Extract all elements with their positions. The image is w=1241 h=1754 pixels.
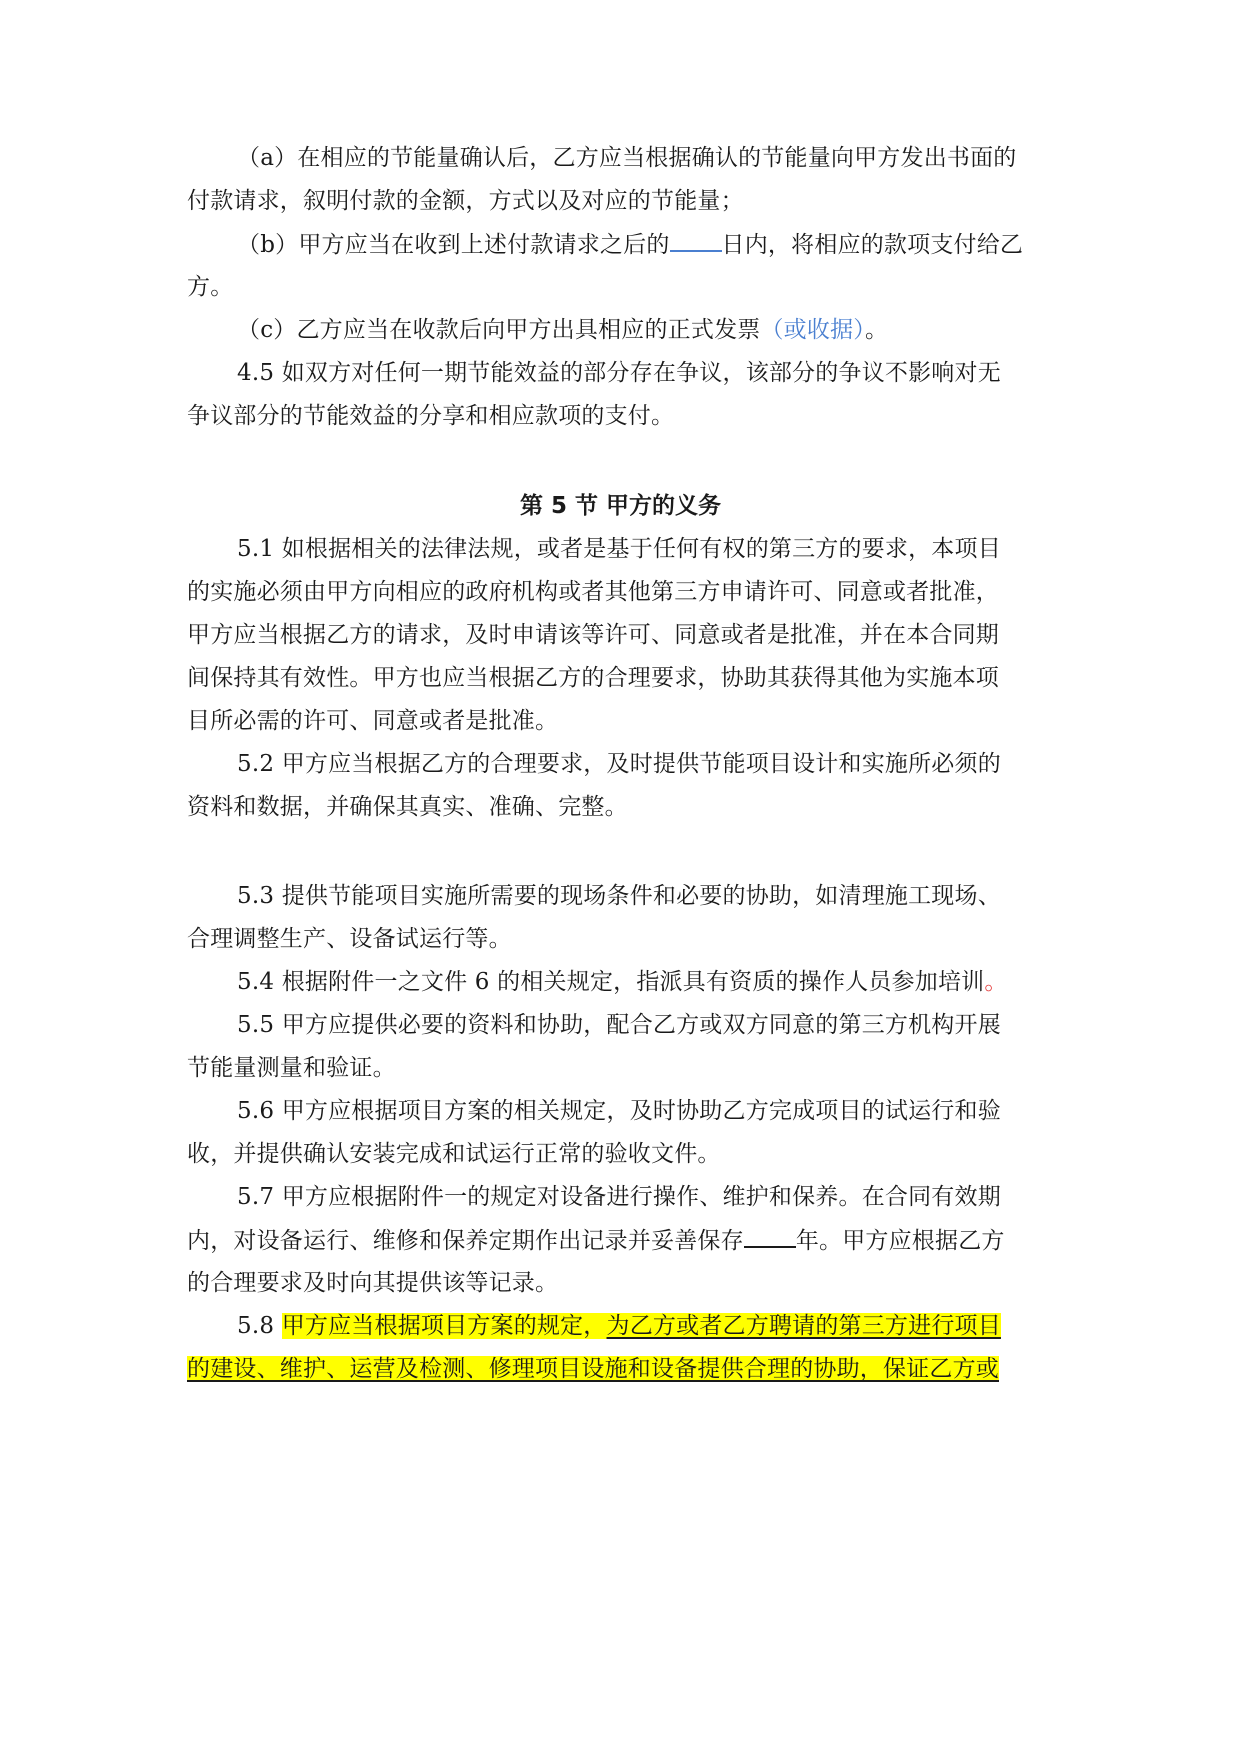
clause-4-4b-line1 bbox=[237, 228, 1067, 261]
clause-5-2-line2: 资料和数据，并确保其真实、准确、完整。 bbox=[187, 794, 628, 820]
clause-4-4b-text-pre: （b）甲方应当在收到上述付款请求之后的 bbox=[237, 232, 670, 258]
clause-5-8-line1 bbox=[237, 1310, 1067, 1342]
clause-5-2-line1: 5.2 甲方应当根据乙方的合理要求，及时提供节能项目设计和实施所必须的 bbox=[237, 751, 1001, 777]
clause-5-7-text-post: 年。甲方应根据乙方 bbox=[795, 1228, 1005, 1254]
red-period-mark: 。 bbox=[984, 969, 1008, 995]
clause-5-5-line2: 节能量测量和验证。 bbox=[187, 1055, 396, 1081]
highlighted-underlined-text-2: 的建设、维护、运营及检测、修理项目设施和设备提供合理的协助，保证乙方或 bbox=[187, 1356, 999, 1382]
section-5-heading: 第 5 节 甲方的义务 bbox=[519, 493, 722, 519]
clause-4-4c bbox=[237, 314, 1067, 346]
clause-5-7-line1: 5.7 甲方应根据附件一的规定对设备进行操作、维护和保养。在合同有效期 bbox=[237, 1184, 1001, 1210]
clause-5-7-line2 bbox=[187, 1224, 1067, 1257]
highlighted-text: 甲方应当根据项目方案的规定， bbox=[281, 1313, 607, 1339]
clause-4-4a-line2: 付款请求，叙明付款的金额，方式以及对应的节能量； bbox=[187, 188, 744, 214]
clause-4-5-line2: 争议部分的节能效益的分享和相应款项的支付。 bbox=[187, 403, 675, 429]
clause-5-7-line3: 的合理要求及时向其提供该等记录。 bbox=[187, 1270, 559, 1296]
clause-5-1-line5: 目所必需的许可、同意或者是批准。 bbox=[187, 708, 559, 734]
clause-4-4b-line2: 方。 bbox=[187, 274, 234, 300]
clause-5-3-line1: 5.3 提供节能项目实施所需要的现场条件和必要的协助，如清理施工现场、 bbox=[237, 883, 1001, 909]
clause-5-1-line2: 的实施必须由甲方向相应的政府机构或者其他第三方申请许可、同意或者批准， bbox=[187, 579, 999, 605]
clause-4-4a-line1: （a）在相应的节能量确认后，乙方应当根据确认的节能量向甲方发出书面的 bbox=[237, 145, 1017, 171]
highlighted-underlined-text: 为乙方或者乙方聘请的第三方进行项目 bbox=[606, 1313, 1001, 1339]
clause-4-4c-period: 。 bbox=[864, 317, 889, 343]
clause-5-1-line1: 5.1 如根据相关的法律法规，或者是基于任何有权的第三方的要求，本项目 bbox=[237, 536, 1001, 562]
clause-5-4 bbox=[237, 966, 1067, 998]
clause-5-8-number: 5.8 bbox=[237, 1313, 282, 1339]
clause-4-5-line1: 4.5 如双方对任何一期节能效益的部分存在争议，该部分的争议不影响对无 bbox=[237, 360, 1001, 386]
clause-5-6-line1: 5.6 甲方应根据项目方案的相关规定，及时协助乙方完成项目的试运行和验 bbox=[237, 1098, 1001, 1124]
clause-5-5-line1: 5.5 甲方应提供必要的资料和协助，配合乙方或双方同意的第三方机构开展 bbox=[237, 1012, 1001, 1038]
clause-4-4b-text-post: 日内，将相应的款项支付给乙 bbox=[721, 232, 1024, 258]
clause-5-1-line3: 甲方应当根据乙方的请求，及时申请该等许可、同意或者是批准，并在本合同期 bbox=[187, 622, 999, 648]
or-receipt-note: （或收据） bbox=[760, 317, 865, 343]
clause-5-7-text-pre: 内，对设备运行、维修和保养定期作出记录并妥善保存 bbox=[187, 1228, 744, 1254]
clause-5-8-line2 bbox=[187, 1353, 1067, 1385]
clause-4-4c-text: （c）乙方应当在收款后向甲方出具相应的正式发票 bbox=[237, 317, 761, 343]
clause-5-1-line4: 间保持其有效性。甲方也应当根据乙方的合理要求，协助其获得其他为实施本项 bbox=[187, 665, 999, 691]
years-blank-field[interactable] bbox=[744, 1224, 796, 1248]
clause-5-4-text: 5.4 根据附件一之文件 6 的相关规定，指派具有资质的操作人员参加培训 bbox=[237, 969, 985, 995]
clause-5-3-line2: 合理调整生产、设备试运行等。 bbox=[187, 926, 512, 952]
days-blank-field[interactable] bbox=[670, 228, 722, 252]
clause-5-6-line2: 收，并提供确认安装完成和试运行正常的验收文件。 bbox=[187, 1141, 721, 1167]
